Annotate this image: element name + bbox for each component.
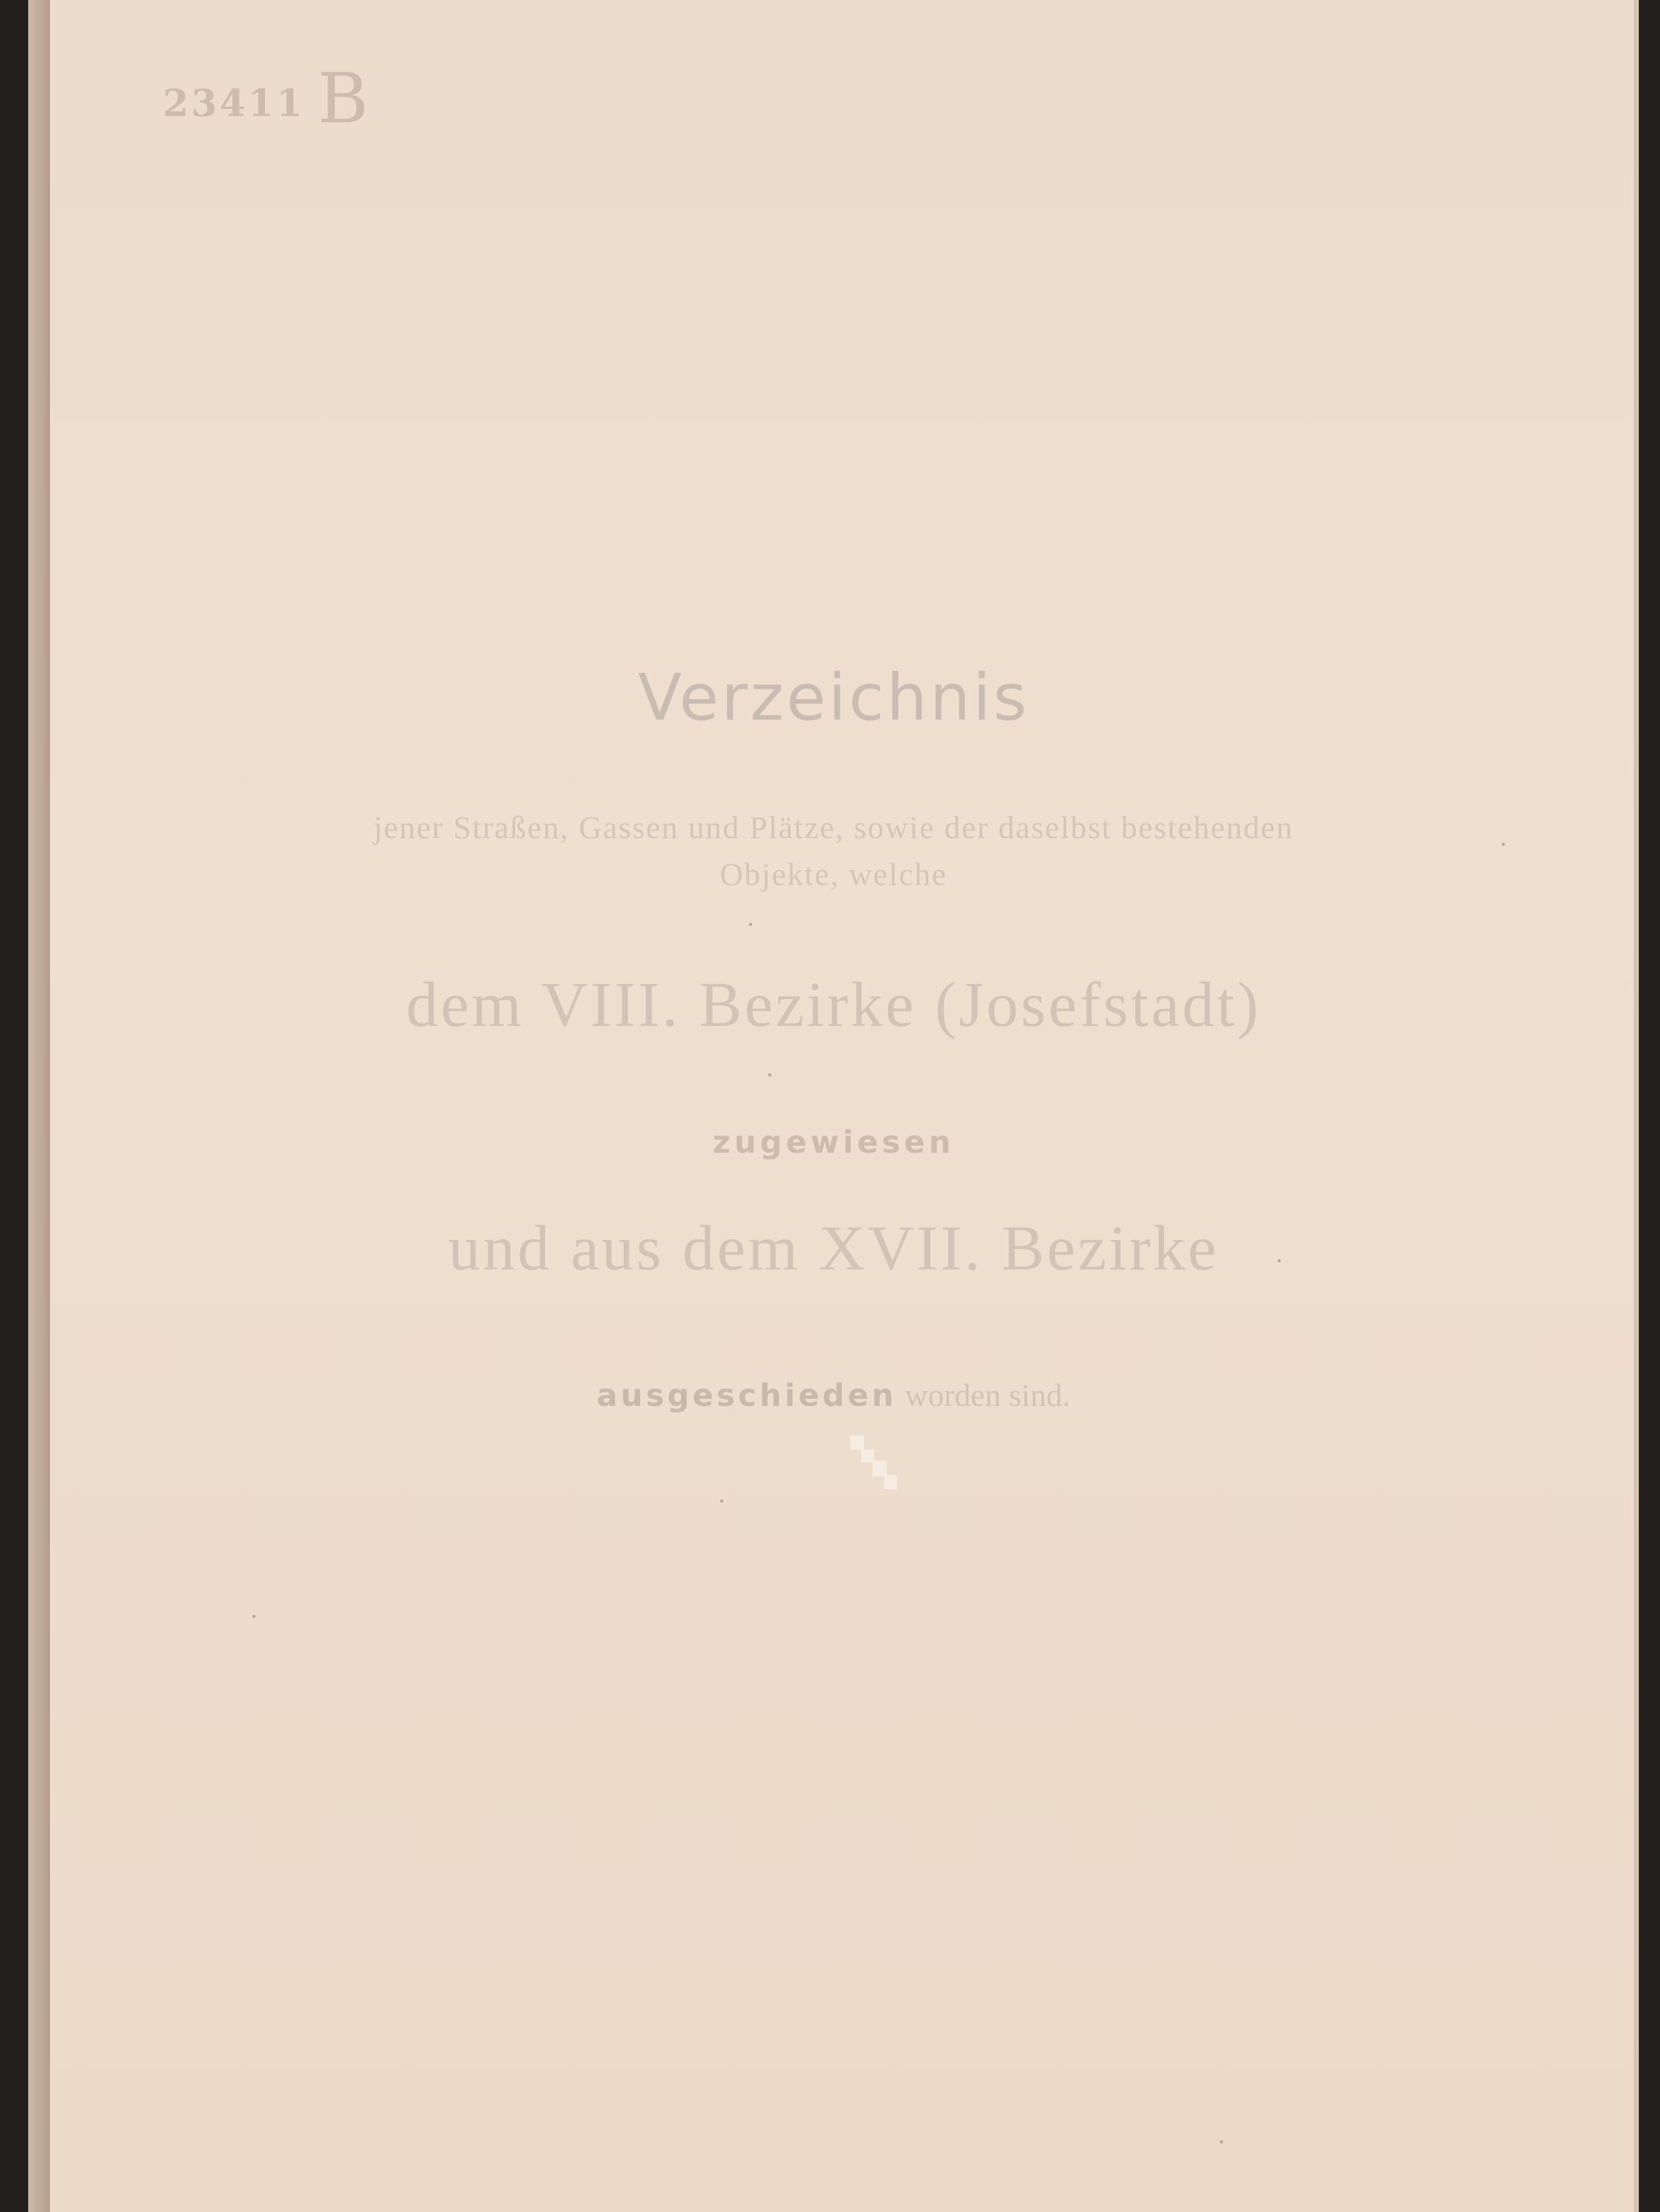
closing-line xyxy=(28,1376,1639,1414)
shelfmark xyxy=(163,59,368,139)
paper-speck xyxy=(873,1461,887,1476)
paper-blemish xyxy=(1220,2140,1223,2143)
paper-sheet xyxy=(28,0,1639,2212)
paper-speck xyxy=(884,1475,897,1489)
paper-blemish xyxy=(749,923,752,926)
paper-speck xyxy=(861,1449,874,1462)
paper-blemish xyxy=(768,1073,771,1077)
paper-speck xyxy=(850,1435,864,1449)
binding-edge xyxy=(28,0,50,2212)
paper-blemish xyxy=(1278,1259,1281,1262)
shelfmark-number: 23411 xyxy=(163,81,305,125)
from-district-line: und aus dem XVII. Bezirke xyxy=(448,1212,1219,1283)
page-title: Verzeichnis xyxy=(637,660,1030,735)
excluded-word: ausgeschieden xyxy=(596,1378,897,1414)
paper-blemish xyxy=(720,1499,723,1503)
assigned-word: zugewiesen xyxy=(712,1125,955,1160)
paper-blemish xyxy=(252,1615,256,1618)
intro-line-2: Objekte, welche xyxy=(719,856,948,892)
closing-rest: worden sind. xyxy=(905,1377,1071,1413)
shelfmark-letter: B xyxy=(317,59,369,139)
district-line: dem VIII. Bezirke (Josefstadt) xyxy=(406,969,1261,1040)
intro-line-1: jener Straßen, Gassen und Plätze, sowie der daselbst bestehenden xyxy=(374,809,1294,845)
page-edge xyxy=(1634,0,1639,2212)
paper-blemish xyxy=(1502,843,1505,846)
